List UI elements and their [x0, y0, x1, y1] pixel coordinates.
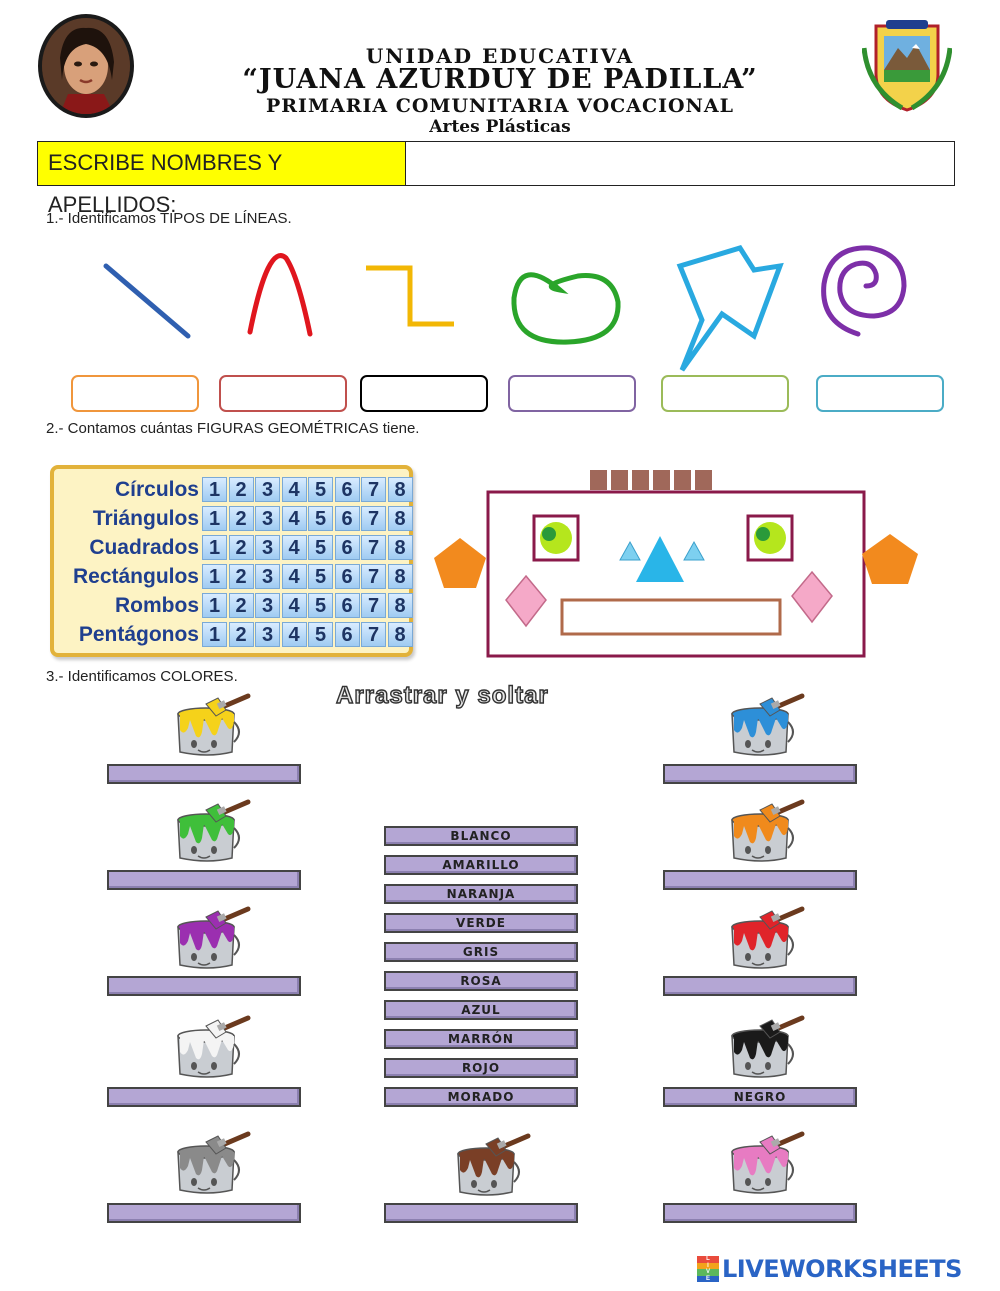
broken-line [366, 268, 454, 324]
drop-target-purple[interactable] [107, 976, 301, 996]
number-choice[interactable]: 8 [388, 564, 413, 589]
number-choices [202, 564, 414, 589]
curved-line [250, 256, 310, 334]
drop-target-pink[interactable] [663, 1203, 857, 1223]
paint-bucket-pink-icon [722, 1130, 812, 1196]
number-choice[interactable]: 5 [308, 506, 333, 531]
line-answer-5[interactable] [661, 375, 789, 412]
number-choice[interactable]: 6 [335, 622, 360, 647]
number-choice[interactable]: 3 [255, 477, 280, 502]
number-choice[interactable]: 5 [308, 564, 333, 589]
number-choice[interactable]: 3 [255, 506, 280, 531]
number-choice[interactable]: 6 [335, 535, 360, 560]
number-choice[interactable]: 5 [308, 477, 333, 502]
number-choice[interactable]: 7 [361, 622, 386, 647]
school-type: UNIDAD EDUCATIVA [365, 44, 635, 68]
paint-bucket-green-icon [168, 798, 258, 864]
paint-bucket-gray-icon [168, 1130, 258, 1196]
drop-target-orange[interactable] [663, 870, 857, 890]
number-choice[interactable]: 7 [361, 593, 386, 618]
draggable-color-word[interactable]: AZUL [384, 1000, 578, 1020]
closed-curve-line [514, 275, 618, 342]
paint-bucket-red-icon [722, 905, 812, 971]
question-1: 1.- Identificamos TIPOS DE LÍNEAS. [46, 210, 292, 227]
drop-target-yellow[interactable] [107, 764, 301, 784]
drop-target-gray[interactable] [107, 1203, 301, 1223]
name-row [37, 141, 955, 217]
draggable-color-word[interactable]: NARANJA [384, 884, 578, 904]
number-choice[interactable]: 7 [361, 506, 386, 531]
shape-name-label: Triángulos [92, 507, 199, 530]
drop-target-brown[interactable] [384, 1203, 578, 1223]
number-choice[interactable]: 8 [388, 593, 413, 618]
shape-name-label: Cuadrados [89, 536, 199, 559]
line-answer-1[interactable] [71, 375, 199, 412]
draggable-color-word[interactable]: GRIS [384, 942, 578, 962]
count-row [54, 591, 409, 620]
number-choice[interactable]: 2 [229, 535, 254, 560]
number-choice[interactable]: 8 [388, 477, 413, 502]
number-choice[interactable]: 3 [255, 564, 280, 589]
number-choice[interactable]: 8 [388, 622, 413, 647]
number-choice[interactable]: 5 [308, 622, 333, 647]
number-choice[interactable]: 5 [308, 593, 333, 618]
number-choice[interactable]: 8 [388, 506, 413, 531]
number-choice[interactable]: 2 [229, 477, 254, 502]
straight-line [106, 266, 188, 336]
school-name: “JUANA AZURDUY DE PADILLA” [242, 64, 758, 95]
paint-bucket-orange-icon [722, 798, 812, 864]
number-choice[interactable]: 3 [255, 622, 280, 647]
number-choice[interactable]: 4 [282, 506, 307, 531]
drop-target-white[interactable] [107, 1087, 301, 1107]
drop-target-red[interactable] [663, 976, 857, 996]
number-choice[interactable]: 8 [388, 535, 413, 560]
liveworksheets-logo [697, 1255, 962, 1283]
count-row [54, 620, 409, 649]
right-pentagon [862, 534, 918, 584]
number-choice[interactable]: 2 [229, 564, 254, 589]
number-choice[interactable]: 2 [229, 506, 254, 531]
number-choice[interactable]: 1 [202, 477, 227, 502]
mouth-rectangle [562, 600, 780, 634]
spiral-line [824, 248, 904, 334]
line-answer-3[interactable] [360, 375, 488, 412]
paint-bucket-white-icon [168, 1014, 258, 1080]
number-choices [202, 477, 414, 502]
draggable-color-word[interactable]: AMARILLO [384, 855, 578, 875]
number-choices [202, 593, 414, 618]
number-choice[interactable]: 2 [229, 593, 254, 618]
name-label: ESCRIBE NOMBRES Y APELLIDOS: [38, 142, 406, 185]
number-choices [202, 535, 414, 560]
number-choice[interactable]: 2 [229, 622, 254, 647]
number-choice[interactable]: 6 [335, 593, 360, 618]
number-choice[interactable]: 6 [335, 477, 360, 502]
logo-badge: L I V E [697, 1256, 719, 1282]
shape-name-label: Rombos [115, 594, 199, 617]
number-choice[interactable]: 3 [255, 535, 280, 560]
shape-name-label: Círculos [114, 478, 199, 501]
number-choice[interactable]: 7 [361, 477, 386, 502]
count-row [54, 533, 409, 562]
school-level: PRIMARIA COMUNITARIA VOCACIONAL [265, 95, 735, 117]
robot-antennae [590, 470, 712, 490]
number-choice[interactable]: 6 [335, 506, 360, 531]
number-choice[interactable]: 1 [202, 506, 227, 531]
line-types-illustration [90, 236, 920, 376]
paint-bucket-purple-icon [168, 905, 258, 971]
drag-drop-title: Arrastrar y soltar [336, 682, 549, 709]
number-choice[interactable]: 6 [335, 564, 360, 589]
robot-shapes-illustration [428, 466, 924, 660]
drop-target-black[interactable]: NEGRO [663, 1087, 857, 1107]
count-row [54, 504, 409, 533]
draggable-color-word[interactable]: ROJO [384, 1058, 578, 1078]
line-answer-6[interactable] [816, 375, 944, 412]
subject-title: Artes Plásticas [429, 117, 571, 137]
polygonal-line [680, 248, 780, 370]
draggable-color-word[interactable]: BLANCO [384, 826, 578, 846]
number-choice[interactable]: 4 [282, 477, 307, 502]
question-3: 3.- Identificamos COLORES. [46, 668, 238, 685]
line-answer-2[interactable] [219, 375, 347, 412]
shape-name-label: Rectángulos [72, 565, 199, 588]
logo-text: LIVEWORKSHEETS [722, 1255, 962, 1283]
left-pentagon [434, 538, 486, 588]
number-choice[interactable]: 5 [308, 535, 333, 560]
shape-count-table [50, 465, 413, 657]
draggable-color-word[interactable]: MORADO [384, 1087, 578, 1107]
number-choice[interactable]: 3 [255, 593, 280, 618]
drop-target-green[interactable] [107, 870, 301, 890]
draggable-color-word[interactable]: VERDE [384, 913, 578, 933]
number-choices [202, 506, 414, 531]
number-choice[interactable]: 1 [202, 535, 227, 560]
number-choice[interactable]: 1 [202, 622, 227, 647]
number-choice[interactable]: 7 [361, 564, 386, 589]
count-row [54, 562, 409, 591]
paint-bucket-brown-icon [448, 1132, 538, 1198]
number-choice[interactable]: 4 [282, 622, 307, 647]
paint-bucket-blue-icon [722, 692, 812, 758]
name-input[interactable] [406, 142, 954, 185]
draggable-color-word[interactable]: MARRÓN [384, 1029, 578, 1049]
drop-target-blue[interactable] [663, 764, 857, 784]
number-choice[interactable]: 4 [282, 535, 307, 560]
shape-name-label: Pentágonos [78, 623, 199, 646]
count-row [54, 475, 409, 504]
number-choice[interactable]: 4 [282, 564, 307, 589]
draggable-color-word[interactable]: ROSA [384, 971, 578, 991]
number-choice[interactable]: 7 [361, 535, 386, 560]
question-2: 2.- Contamos cuántas FIGURAS GEOMÉTRICAS tiene. [46, 420, 420, 437]
number-choice[interactable]: 1 [202, 593, 227, 618]
paint-bucket-black-icon [722, 1014, 812, 1080]
number-choices [202, 622, 414, 647]
paint-bucket-yellow-icon [168, 692, 258, 758]
number-choice[interactable]: 4 [282, 593, 307, 618]
line-answer-4[interactable] [508, 375, 636, 412]
number-choice[interactable]: 1 [202, 564, 227, 589]
